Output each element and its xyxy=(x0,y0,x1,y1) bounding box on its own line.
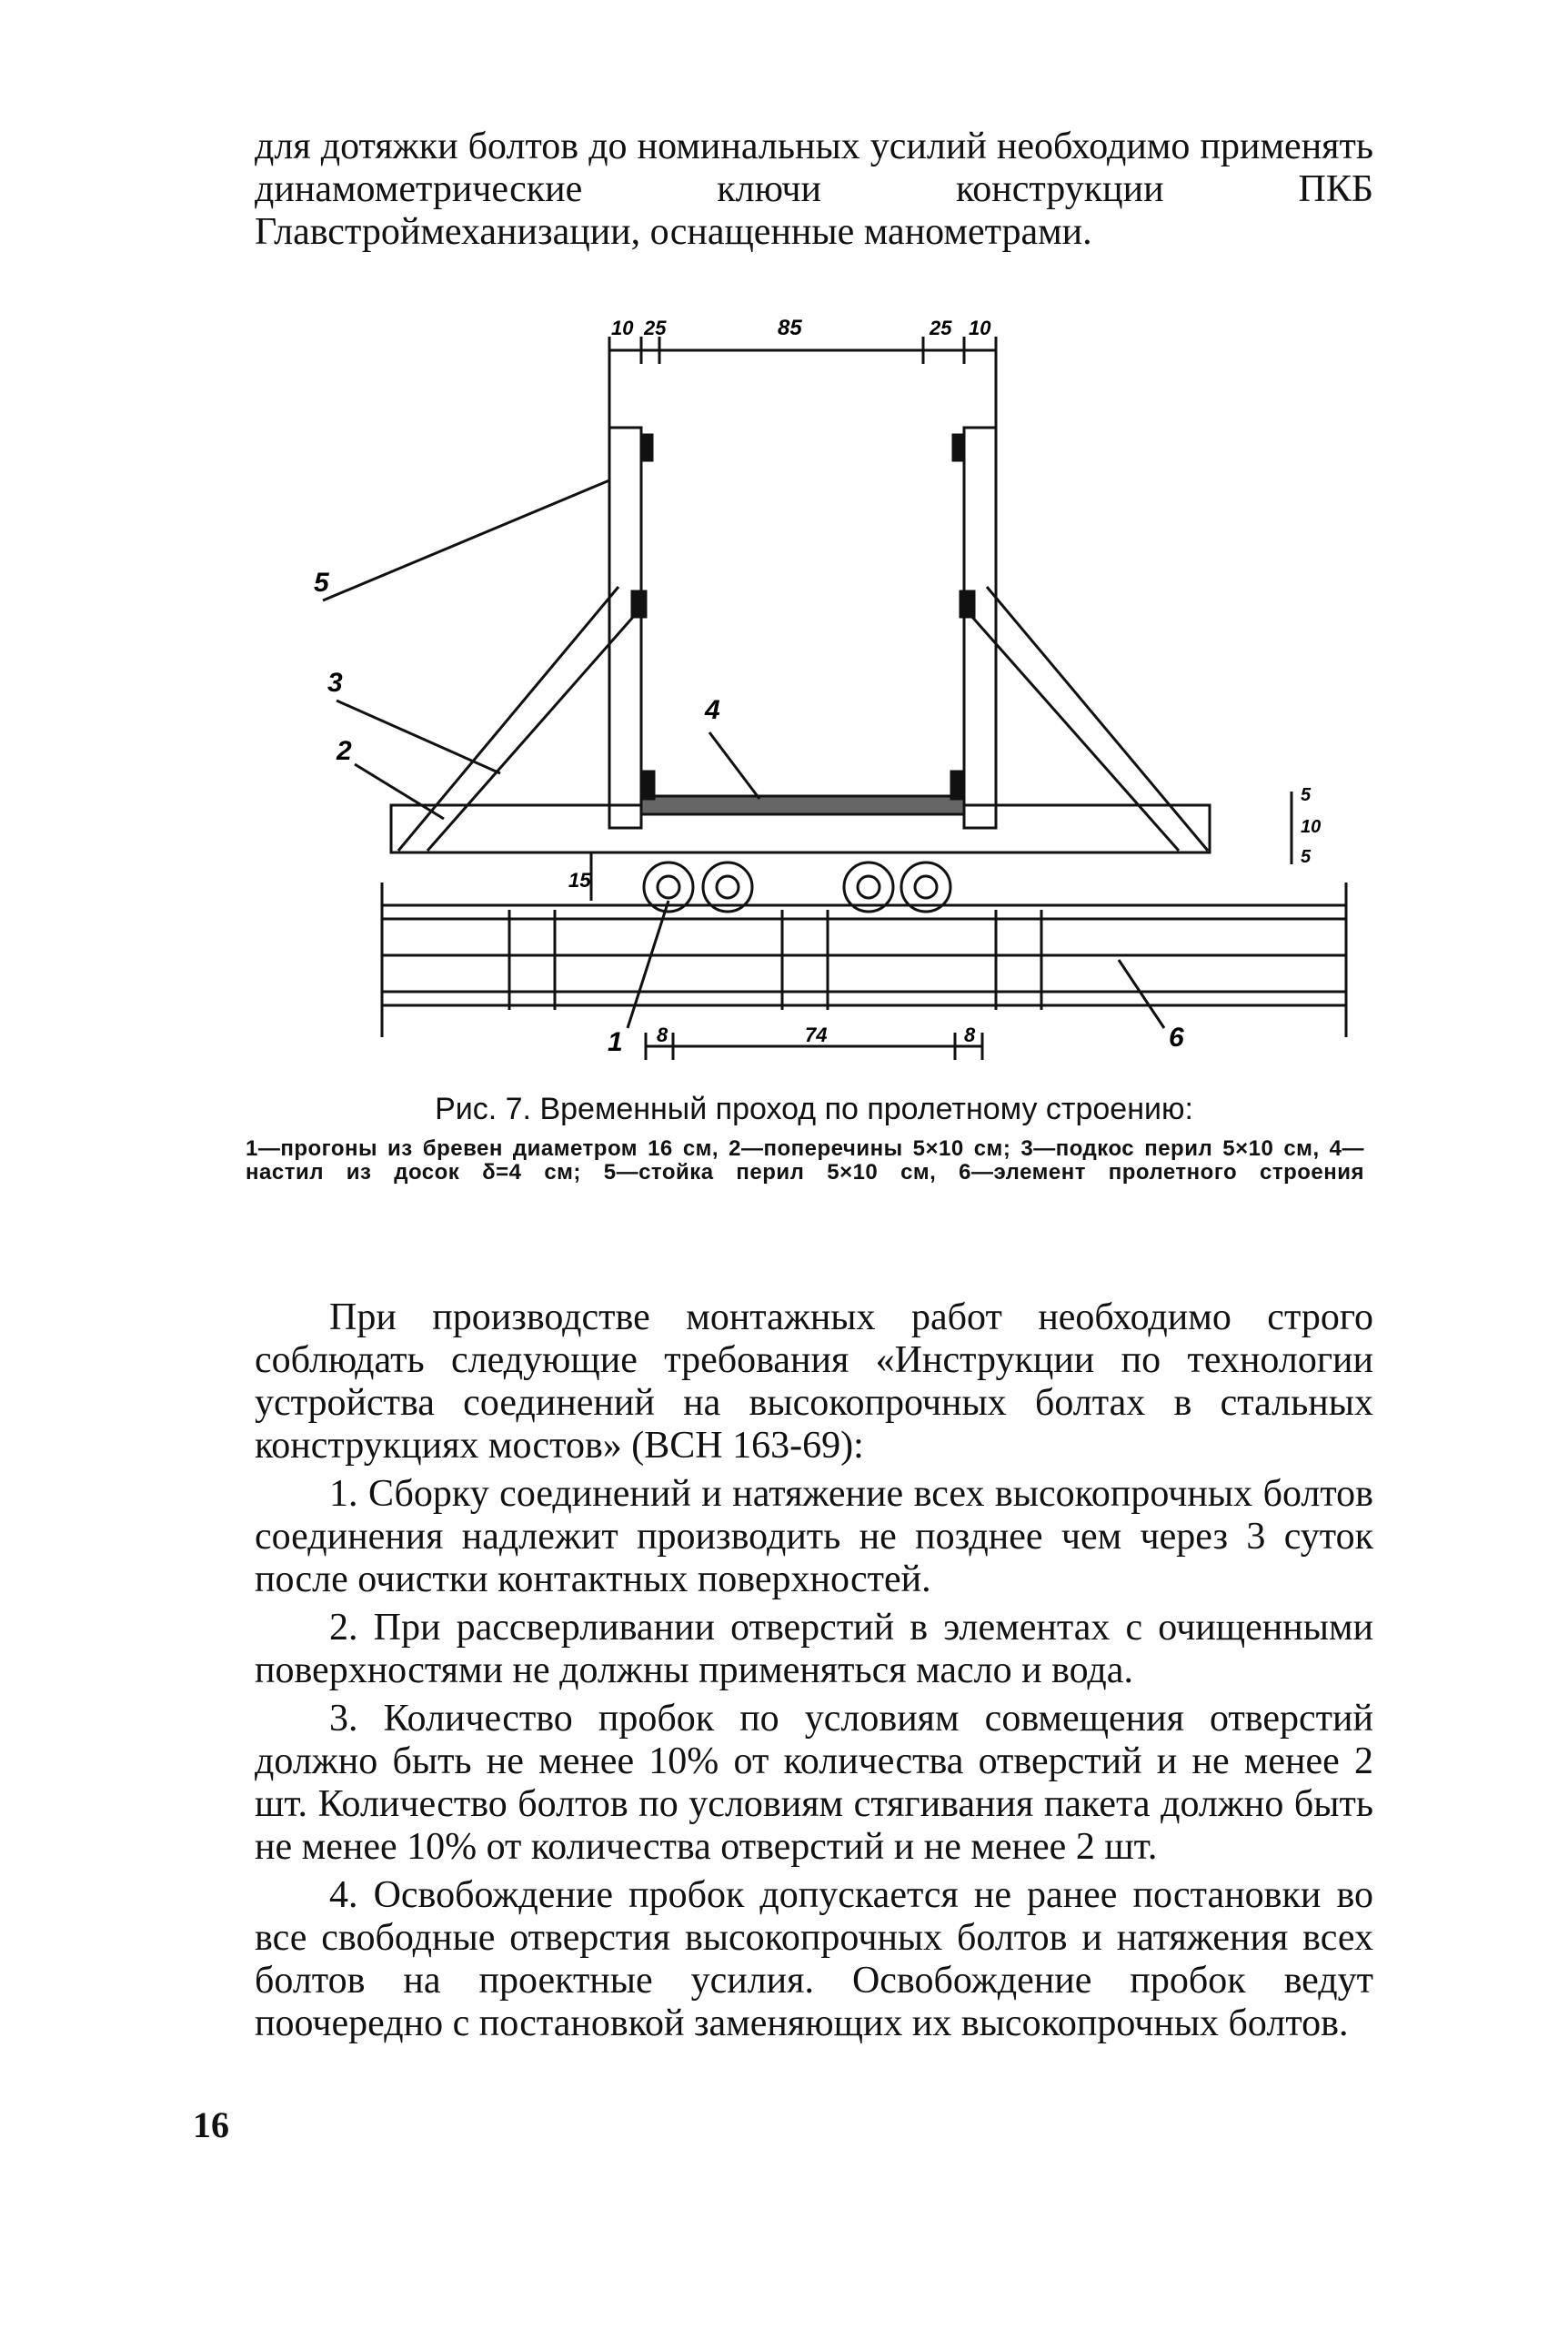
dim-bottom-8-right: 8 xyxy=(964,1024,976,1046)
list-item-2: 2. При рассверливании отверстий в элементах с очищенными поверхностями не должны применяться масло и вода. xyxy=(255,1607,1373,1691)
dim-top-85: 85 xyxy=(778,318,802,340)
list-item-1: 1. Сборку соединений и натяжение всех высокопрочных болтов соединения надлежит производить не позднее чем через 3 суток после очистки контактных поверхностей. xyxy=(255,1473,1373,1600)
callout-4: 4 xyxy=(705,695,720,725)
callout-5: 5 xyxy=(314,568,329,598)
dim-right-10: 10 xyxy=(1301,817,1322,837)
callout-3: 3 xyxy=(327,668,343,698)
callout-1: 1 xyxy=(608,1027,623,1057)
body-text xyxy=(255,1296,1373,2051)
dim-right-5-bottom: 5 xyxy=(1301,847,1312,867)
dim-top-left-10: 10 xyxy=(611,318,634,339)
figure-temporary-walkway xyxy=(246,318,1364,1074)
body-intro: При производстве монтажных работ необходимо строго соблюдать следующие требования «Инструкции по технологии устройства соединений на высокопрочных болтах в стальных конструкциях мостов» (ВСН 163-69): xyxy=(255,1296,1373,1467)
callout-2: 2 xyxy=(337,736,352,766)
list-item-4: 4. Освобождение пробок допускается не ранее постановки во все свободные отверстия высокопрочных болтов и натяжения всех болтов на проектные усилия. Освобождение пробок ведут поочередно с постановкой заменяющих их высокопрочных болтов. xyxy=(255,1874,1373,2044)
dim-bottom-8-left: 8 xyxy=(657,1024,668,1046)
list-item-3: 3. Количество пробок по условиям совмещения отверстий должно быть не менее 10% от количества отверстий и не менее 2 шт. Количество болтов по условиям стягивания пакета должно быть не менее 10% от количества отверстий и не менее 2 шт. xyxy=(255,1698,1373,1868)
page-number: 16 xyxy=(193,2104,229,2145)
top-paragraph: для дотяжки болтов до номинальных усилий необходимо применять динамометрические ключи конструкции ПКБ Главстроймеханизации, оснащенные манометрами. xyxy=(255,126,1373,253)
dim-top-right-25: 25 xyxy=(930,318,952,339)
dim-bottom-74: 74 xyxy=(805,1024,828,1046)
figure-caption-title: Рис. 7. Временный проход по пролетному строению: xyxy=(435,1092,1193,1126)
callout-6: 6 xyxy=(1169,1023,1184,1053)
dim-top-right-10: 10 xyxy=(969,318,991,339)
figure-caption-legend: 1—прогоны из бревен диаметром 16 см, 2—поперечины 5×10 см; 3—подкос перил 5×10 см, 4—настил из досок δ=4 см; 5—стойка перил 5×10 см, 6—элемент пролетного строения xyxy=(246,1136,1364,1185)
dim-top-left-25: 25 xyxy=(644,318,667,339)
dim-left-15: 15 xyxy=(568,869,591,892)
dim-right-5-top: 5 xyxy=(1301,785,1312,805)
